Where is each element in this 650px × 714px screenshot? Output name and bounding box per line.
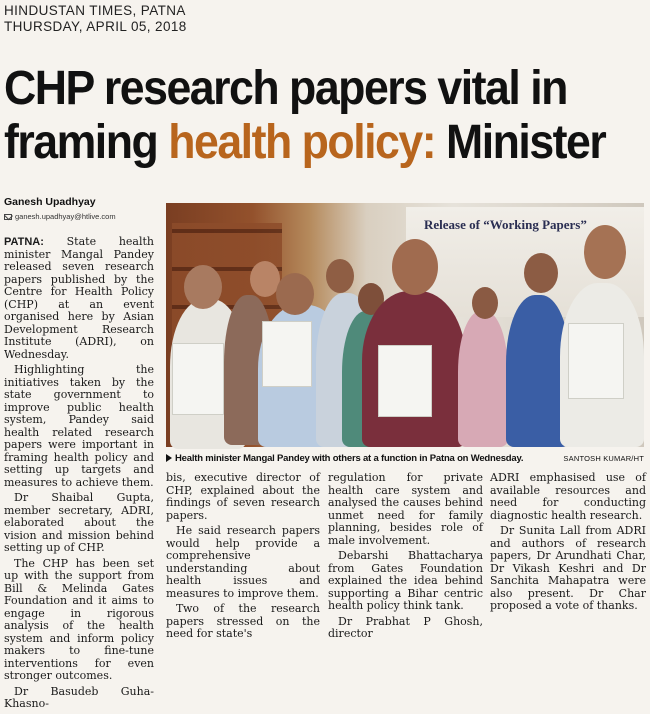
headline-line-1: CHP research papers vital in [4, 62, 567, 115]
article-column-3 [328, 472, 483, 644]
caption-triangle-icon [166, 454, 172, 462]
article-column-1 [4, 236, 154, 714]
issue-date: THURSDAY, APRIL 05, 2018 [4, 19, 187, 34]
photo-caption [166, 451, 644, 465]
article-column-2 [166, 472, 320, 644]
article-paragraph: ADRI emphasised use of available resources and need for conducting diagnostic health research. [490, 471, 646, 522]
article-paragraph: Debarshi Bhattacharya from Gates Foundation explained the idea behind supporting a Bihar centric health policy think tank. [328, 549, 483, 612]
article-paragraph: Dr Prabhat P Ghosh, director [328, 614, 483, 640]
headline-line-2 [4, 116, 606, 170]
news-photo [166, 203, 644, 447]
photo-credit: SANTOSH KUMAR/HT [563, 453, 644, 463]
research-paper [568, 323, 624, 399]
masthead [4, 3, 187, 35]
photo-head [276, 273, 314, 315]
article-paragraph: Highlighting the initiatives taken by the state government to improve public health system, Pandey said health related research papers were important in framing health policy and setting up targets and measures to achieve them. [4, 363, 154, 489]
research-paper [262, 321, 312, 387]
photo-person [458, 311, 508, 447]
article-column-4 [490, 472, 646, 616]
photo-head [326, 259, 354, 293]
article-paragraph: Dr Shaibal Gupta, member secretary, ADRI, elaborated about the vision and mission behind setting up of CHP. [4, 491, 154, 554]
article-paragraph: Two of the research papers stressed on the need for state's [166, 602, 320, 640]
photo-head [184, 265, 222, 309]
email-address: ganesh.upadhyay@htlive.com [15, 212, 116, 221]
article-paragraph: Dr Basudeb Guha-Khasno- [4, 684, 154, 710]
photo-head [472, 287, 498, 319]
newspaper-name: HINDUSTAN TIMES, PATNA [4, 3, 186, 18]
byline-author: Ganesh Upadhyay [4, 196, 96, 208]
article-paragraph: bis, executive director of CHP, explained about the findings of seven research papers. [166, 471, 320, 522]
article-paragraph: He said research papers would help provide a comprehensive understanding about health issues and measures to improve them. [166, 524, 320, 600]
photo-head [524, 253, 558, 293]
mail-icon [4, 214, 12, 220]
lead-text: State health minister Mangal Pandey released seven research papers published by the Centre for Health Policy (CHP) at an event organised here by Asian Development Research Institute (ADRI), on Wednesday. [4, 235, 154, 361]
article-paragraph: regulation for private health care system and analysed the causes behind unmet need for family planning, besides role of male involvement. [328, 471, 483, 547]
headline-accent: health policy: [168, 116, 436, 169]
article-paragraph: Dr Sunita Lall from ADRI and authors of research papers, Dr Arundhati Char, Dr Vikash Keshri and Dr Sanchita Mahapatra were also present. Dr Char proposed a vote of thanks. [490, 524, 646, 612]
photo-head [392, 239, 438, 295]
article-paragraph [4, 236, 154, 361]
headline-line-2-start: framing [4, 116, 169, 169]
headline [4, 62, 606, 170]
article-paragraph: The CHP has been set up with the support from Bill & Melinda Gates Foundation and it aims to engage in rigorous analysis of the health system and inform policy makers to fine-tune interventions for even stronger outcomes. [4, 556, 154, 682]
photo-head [584, 225, 626, 279]
caption-text: Health minister Mangal Pandey with others at a function in Patna on Wednesday. [175, 452, 524, 464]
photo-banner-text: Release of “Working Papers” [424, 217, 587, 232]
research-paper [172, 343, 224, 415]
research-paper [378, 345, 432, 417]
byline-email [4, 212, 116, 221]
dateline: PATNA: [4, 236, 44, 248]
headline-line-2-end: Minister [435, 116, 606, 169]
